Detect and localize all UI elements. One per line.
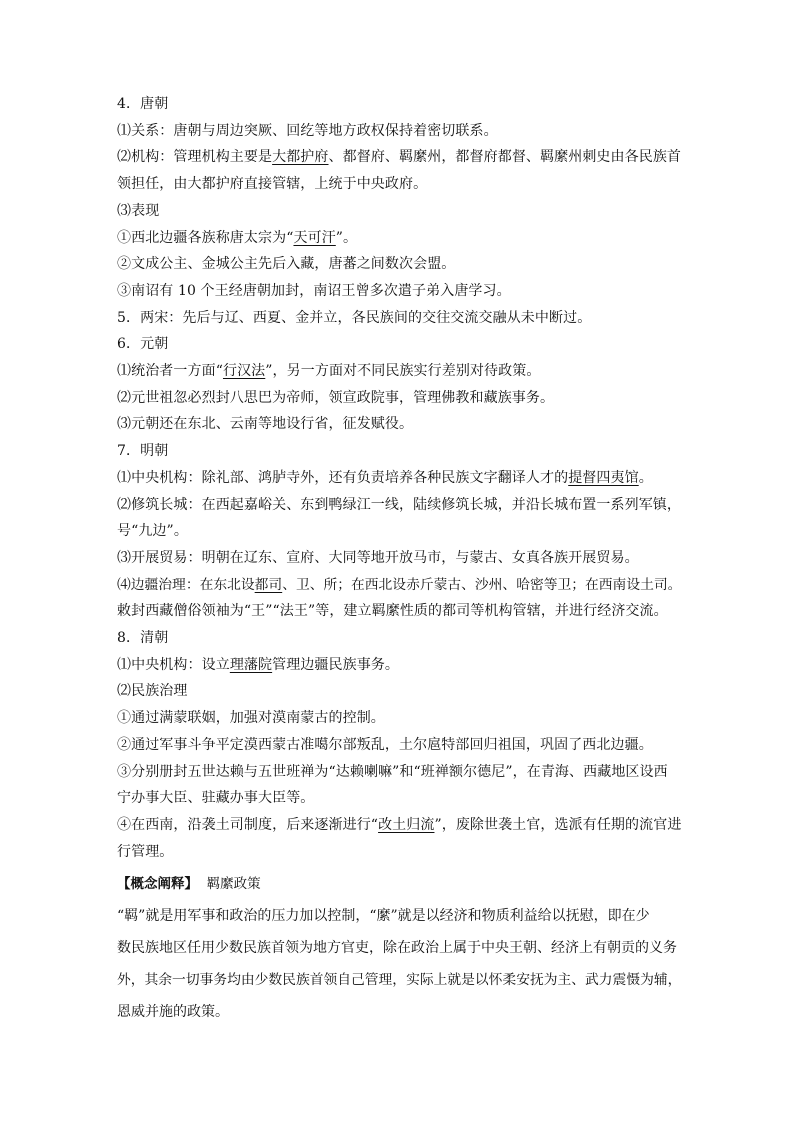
concept-line-3: 外，其余一切事务均由少数民族首领自己管理，实际上就是以怀柔安抚为主、武力震慑为辅， <box>117 972 682 989</box>
tang-show-3: ③南诏有 10 个王经唐朝加封，南诏王曾多次遣子弟入唐学习。 <box>117 282 511 299</box>
document-page <box>117 91 682 1028</box>
tang-relation: ⑴关系：唐朝与周边突厥、回纥等地方政权保持着密切联系。 <box>117 122 498 139</box>
yuan-p1 <box>117 358 682 385</box>
text-run: ”。 <box>335 229 358 246</box>
section-title-yuan: 6．元朝 <box>117 336 169 353</box>
ming-p2: ⑵修筑长城：在西起嘉峪关、东到鸭绿江一线，陆续修筑长城，并沿长城布置一系列军镇， <box>117 496 681 513</box>
text-run: ⑴中央机构：设立 <box>117 656 230 673</box>
ming-p2-cont: 号“九边”。 <box>117 523 188 540</box>
ming-p1 <box>117 465 682 492</box>
qing-p2: ⑵民族治理 <box>117 683 188 700</box>
tang-show-2: ②文成公主、金城公主先后入藏，唐蕃之间数次会盟。 <box>117 256 456 273</box>
text-run: ⑵机构：管理机构主要是 <box>117 149 273 166</box>
tang-institution-cont: 领担任，由大都护府直接管辖，上统于中央政府。 <box>117 176 428 193</box>
qing-s4 <box>117 812 682 839</box>
ming-p4-cont: 敕封西藏僧俗领袖为“王”“法王”等，建立羁縻性质的都司等机构管辖，并进行经济交流。 <box>117 603 668 620</box>
tang-show-1 <box>117 225 682 252</box>
text-run: 、卫、所；在西北设赤斤蒙古、沙州、哈密等卫；在西南设土司。 <box>282 576 682 593</box>
section-title-tang: 4．唐朝 <box>117 96 169 112</box>
qing-s3: ③分别册封五世达赖与五世班禅为“达赖喇嘛”和“班禅额尔德尼”，在青海、西藏地区设西 <box>117 763 668 780</box>
tang-show: ⑶表现 <box>117 202 160 219</box>
concept-line-1: “羁”就是用军事和政治的压力加以控制，“縻”就是以经济和物质利益给以抚慰，即在少 <box>117 908 650 925</box>
text-run: ⑴中央机构：除礼部、鸿胪寺外，还有负责培养各种民族文字翻译人才的 <box>117 469 569 486</box>
underlined-term: 理藩院 <box>229 656 273 673</box>
underlined-term: 提督四夷馆 <box>568 469 639 486</box>
concept-line-4: 恩威并施的政策。 <box>117 1004 229 1021</box>
qing-p1 <box>117 652 682 679</box>
text-run: 、都督府、羁縻州，都督府都督、羁縻州刺史由各民族首 <box>328 149 682 166</box>
yuan-p2: ⑵元世祖忽必烈封八思巴为帝师，领宣政院事，管理佛教和藏族事务。 <box>117 389 555 406</box>
section-title-qing: 8．清朝 <box>117 630 169 647</box>
underlined-term: 改土归流 <box>378 816 435 833</box>
underlined-term: 天可汗 <box>293 229 336 246</box>
text-run: ⑷边疆治理：在东北设 <box>117 576 255 593</box>
qing-s4-cont: 行管理。 <box>117 843 174 860</box>
text-run: 管理边疆民族事务。 <box>272 656 400 673</box>
underlined-term: 大都护府 <box>272 149 329 166</box>
tang-institution <box>117 144 682 171</box>
ming-p4 <box>117 572 682 599</box>
text-run: ”，另一方面对不同民族实行差别对待政策。 <box>265 363 541 380</box>
text-run: ”，废除世袭土官，选派有任期的流官进 <box>434 816 682 833</box>
qing-s2: ②通过军事斗争平定漠西蒙古准噶尔部叛乱，土尔扈特部回归祖国，巩固了西北边疆。 <box>117 736 653 753</box>
text-run: ①西北边疆各族称唐太宗为“ <box>117 229 294 246</box>
concept-heading <box>117 868 682 900</box>
yuan-p3: ⑶元朝还在东北、云南等地设行省，征发赋役。 <box>117 416 414 433</box>
concept-title: 羁縻政策 <box>206 876 261 893</box>
concept-tag: 【概念阐释】 <box>117 876 198 893</box>
text-run: ⑴统治者一方面“ <box>117 363 223 380</box>
text-run: ④在西南，沿袭土司制度，后来逐渐进行“ <box>117 816 379 833</box>
text-run: 。 <box>638 469 653 486</box>
section-title-song: 5．两宋：先后与辽、西夏、金并立，各民族间的交往交流交融从未中断过。 <box>117 309 592 326</box>
qing-s1: ①通过满蒙联姻，加强对漠南蒙古的控制。 <box>117 710 385 727</box>
underlined-term: 都司 <box>254 576 283 593</box>
qing-s3-cont: 宁办事大臣、驻藏办事大臣等。 <box>117 790 315 807</box>
concept-line-2: 数民族地区任用少数民族首领为地方官吏，除在政治上属于中央王朝、经济上有朝贡的义务 <box>117 940 677 957</box>
section-title-ming: 7．明朝 <box>117 443 169 460</box>
ming-p3: ⑶开展贸易：明朝在辽东、宣府、大同等地开放马市，与蒙古、女真各族开展贸易。 <box>117 549 639 566</box>
underlined-term: 行汉法 <box>222 363 266 380</box>
